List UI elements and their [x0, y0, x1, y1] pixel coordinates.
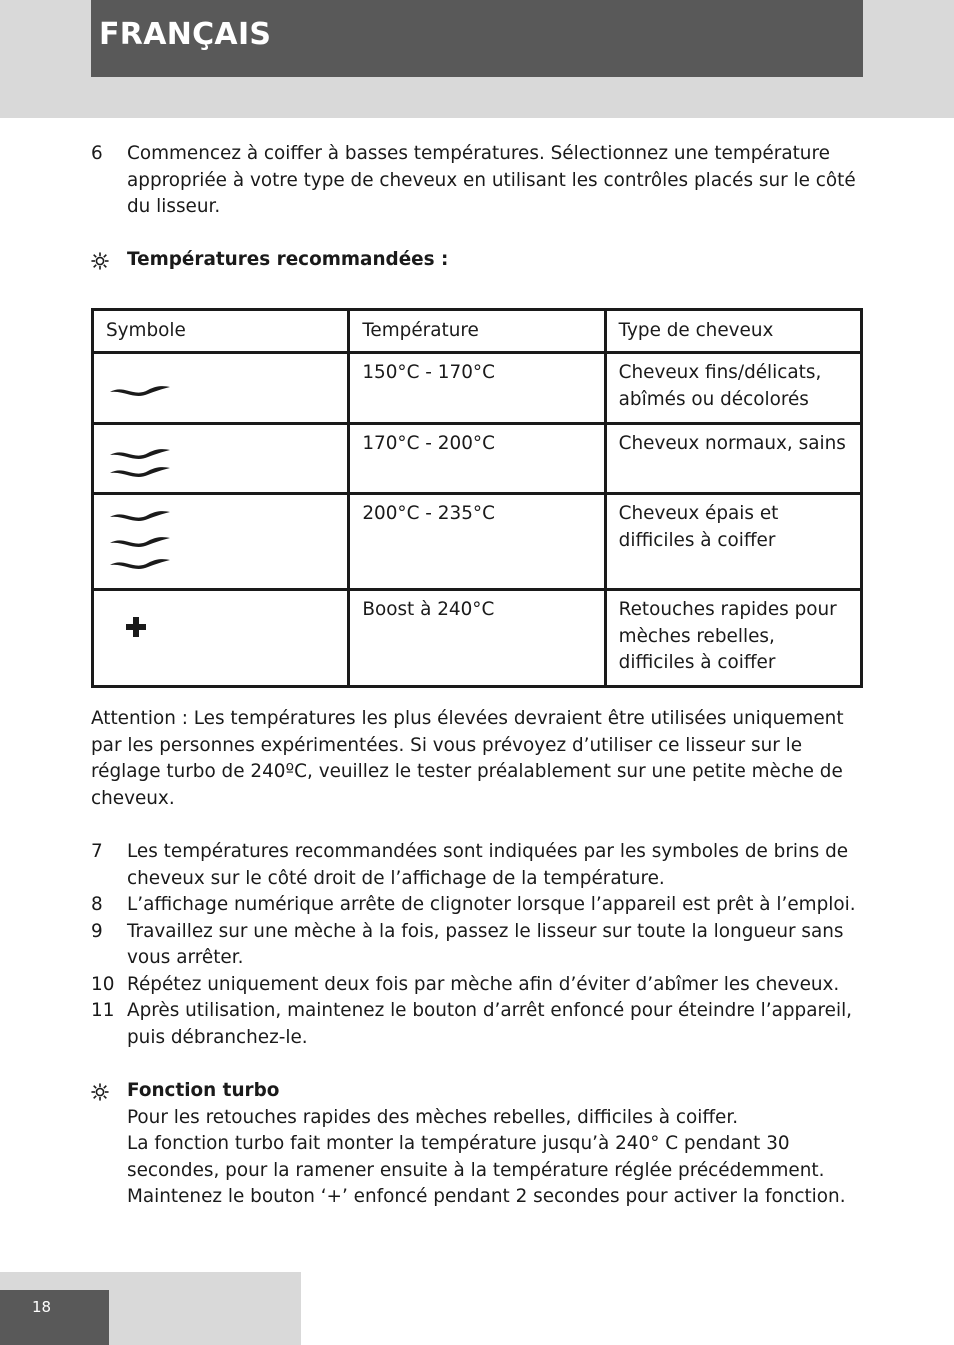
turbo-line: Pour les retouches rapides des mèches rebelles, difficiles à coiffer. — [127, 1106, 739, 1128]
hair-type-cell: Cheveux fins/délicats, abîmés ou décolorés — [605, 353, 861, 424]
step-number: 10 — [91, 973, 115, 995]
language-title: FRANÇAIS — [99, 17, 272, 52]
header-temperature: Température — [349, 310, 605, 353]
symbol-cell — [93, 424, 349, 494]
intro-section — [91, 141, 863, 273]
step-number: 8 — [91, 894, 103, 915]
symbol-cell — [93, 590, 349, 687]
symbol-cell — [93, 494, 349, 590]
language-header — [91, 0, 863, 77]
hair-type-cell: Cheveux épais et difficiles à coiffer — [605, 494, 861, 590]
step-text: Commencez à coiffer à basses températures. Sélectionnez une température appropriée à votre type de cheveux en utilisant les contrôles placés sur le côté du lisseur. — [127, 143, 856, 217]
table-header-row — [93, 310, 862, 353]
step-item — [91, 919, 863, 972]
symbol-cell — [93, 353, 349, 424]
page-number: 18 — [32, 1298, 52, 1316]
three-waves-icon — [106, 501, 176, 576]
recommended-heading: Températures recommandées : — [127, 248, 449, 270]
temperature-table — [91, 308, 863, 688]
temperature-cell: 170°C - 200°C — [349, 424, 605, 494]
one-wave-icon — [106, 360, 176, 410]
sun-bullet-icon — [91, 252, 109, 270]
turbo-section — [91, 1078, 863, 1211]
table-row — [93, 353, 862, 424]
step-number: 9 — [91, 920, 103, 942]
header-symbol: Symbole — [93, 310, 349, 353]
step-item — [91, 998, 863, 1051]
step-item — [91, 972, 863, 999]
step-text: Les températures recommandées sont indiquées par les symboles de brins de cheveux sur le côté droit de l’affichage de la température. — [127, 841, 849, 889]
step-item — [91, 892, 863, 919]
step-text: L’affichage numérique arrête de clignoter lorsque l’appareil est prêt à l’emploi. — [127, 894, 856, 915]
attention-paragraph: Attention : Les températures les plus élevées devraient être utilisées uniquement par les personnes expérimentées. Si vous prévoyez d’utiliser ce lisseur sur le réglage turbo de 240ºC, veuillez le tester préalablement sur une petite mèche de cheveux. — [91, 708, 844, 809]
turbo-heading: Fonction turbo — [127, 1080, 280, 1101]
step-number: 11 — [91, 1000, 115, 1021]
header-hair-type: Type de cheveux — [605, 310, 861, 353]
step-number: 7 — [91, 841, 103, 862]
recommended-heading-row — [91, 247, 863, 274]
temperature-cell: 200°C - 235°C — [349, 494, 605, 590]
table-row — [93, 494, 862, 590]
table-row — [93, 590, 862, 687]
steps-list — [91, 839, 863, 1051]
turbo-block — [91, 1078, 863, 1211]
temperature-cell: Boost à 240°C — [349, 590, 605, 687]
step-item — [91, 839, 863, 892]
two-waves-icon — [106, 431, 176, 486]
step-number: 6 — [91, 143, 103, 164]
hair-type-cell: Retouches rapides pour mèches rebelles, difficiles à coiffer — [605, 590, 861, 687]
table-row — [93, 424, 862, 494]
hair-type-cell: Cheveux normaux, sains — [605, 424, 861, 494]
turbo-line: La fonction turbo fait monter la température jusqu’à 240° C pendant 30 secondes, pour la ramener ensuite à la température réglée précédemment. — [127, 1133, 825, 1181]
plus-icon — [106, 597, 166, 647]
step-text: Répétez uniquement deux fois par mèche afin d’éviter d’abîmer les cheveux. — [127, 973, 840, 995]
page-number-box — [0, 1290, 109, 1345]
sun-bullet-icon — [91, 1083, 109, 1101]
step-text: Travaillez sur une mèche à la fois, passez le lisseur sur toute la longueur sans vous arrêter. — [127, 920, 844, 968]
temperature-cell: 150°C - 170°C — [349, 353, 605, 424]
step-text: Après utilisation, maintenez le bouton d’arrêt enfoncé pour éteindre l’appareil, puis débranchez-le. — [127, 1000, 853, 1048]
step-item — [91, 141, 863, 221]
turbo-line: Maintenez le bouton ‘+’ enfoncé pendant 2 secondes pour activer la fonction. — [127, 1186, 846, 1207]
